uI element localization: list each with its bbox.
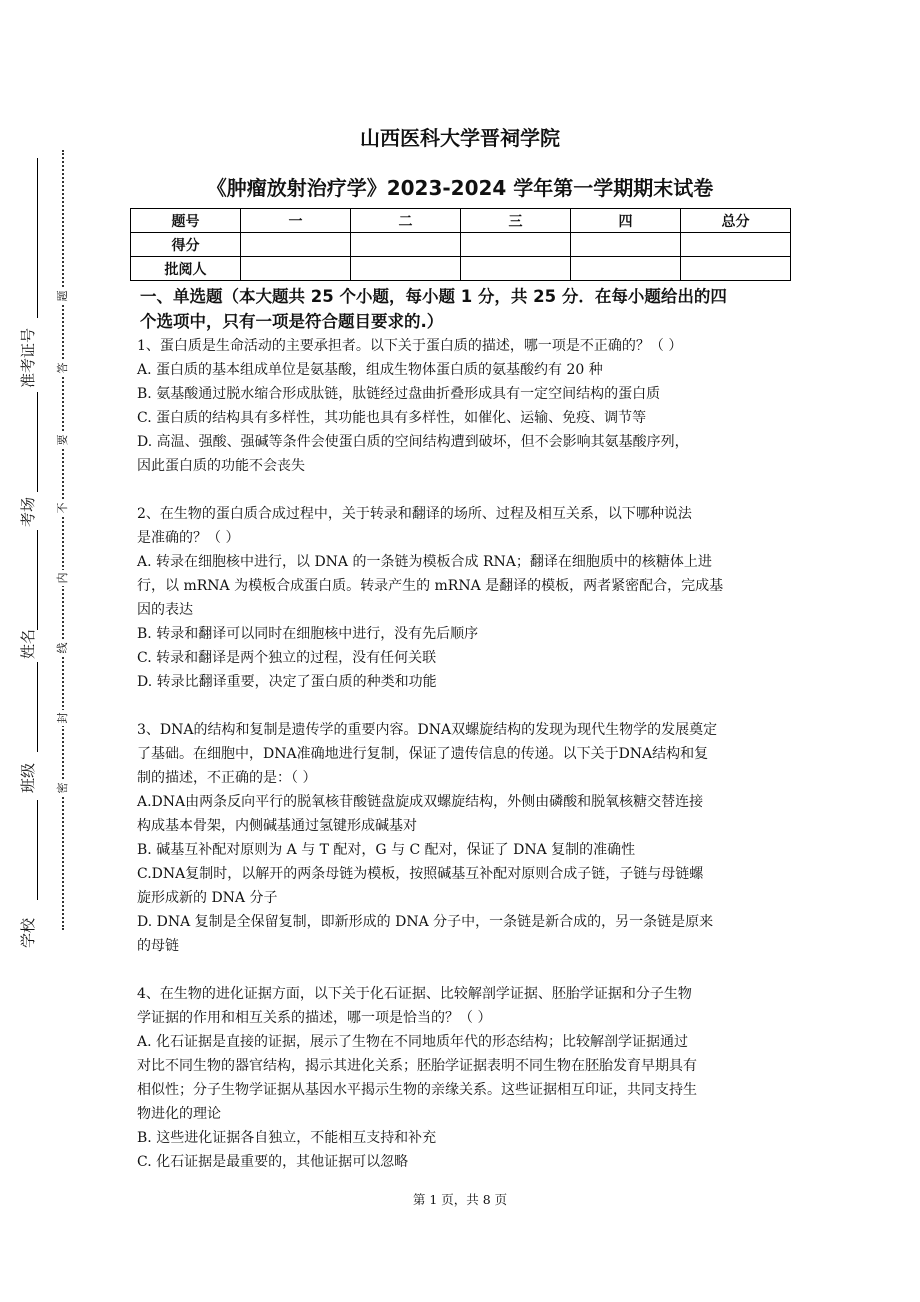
option-line: D. 高温、强酸、强碱等条件会使蛋白质的空间结构遭到破坏，但不会影响其氨基酸序列， [137, 434, 689, 450]
score-col-header: 二 [351, 209, 461, 233]
option-line: 的母链 [137, 938, 179, 954]
field-school-label: 学校 [19, 917, 38, 949]
section-title [140, 284, 792, 334]
question-stem-line: 2、在生物的蛋白质合成过程中，关于转录和翻译的场所、过程及相互关系，以下哪种说法 [137, 506, 692, 522]
score-cell [461, 233, 571, 257]
seal-char: 线 [55, 640, 71, 656]
option-line: A. 化石证据是直接的证据，展示了生物在不同地质年代的形态结构；比较解剖学证据通过 [137, 1034, 689, 1050]
field-line [37, 800, 38, 900]
seal-char: 封 [55, 710, 71, 726]
seal-char: 题 [55, 288, 71, 304]
option-line: 行，以 mRNA 为模板合成蛋白质。转录产生的 mRNA 是翻译的模板，两者紧密配合，完成基 [137, 578, 724, 594]
option-line: B. 氨基酸通过脱水缩合形成肽链，肽链经过盘曲折叠形成具有一定空间结构的蛋白质 [137, 386, 661, 402]
option-line: 相似性；分子生物学证据从基因水平揭示生物的亲缘关系。这些证据相互印证，共同支持生 [137, 1082, 697, 1098]
seal-char: 内 [55, 570, 71, 586]
score-col-header: 题号 [131, 209, 241, 233]
question [137, 718, 792, 958]
exam-content [137, 284, 792, 1174]
school-title: 山西医科大学晋祠学院 [360, 126, 560, 150]
score-row-label: 得分 [131, 233, 241, 257]
option-line: C. 化石证据是最重要的，其他证据可以忽略 [137, 1154, 409, 1170]
field-line [37, 530, 38, 630]
seal-char: 答 [55, 360, 71, 376]
option-line: C.DNA复制时，以解开的两条母链为模板，按照碱基互补配对原则合成子链，子链与母链螺 [137, 866, 704, 882]
score-cell [571, 233, 681, 257]
question [137, 502, 792, 694]
option-line: B. 这些进化证据各自独立，不能相互支持和补充 [137, 1130, 437, 1146]
option-line: D. DNA 复制是全保留复制，即新形成的 DNA 分子中，一条链是新合成的，另一条链是原来 [137, 914, 714, 930]
option-line: C. 蛋白质的结构具有多样性，其功能也具有多样性，如催化、运输、免疫、调节等 [137, 410, 647, 426]
score-cell [461, 257, 571, 281]
seal-char: 不 [55, 500, 71, 516]
question-stem-line: 学证据的作用和相互关系的描述，哪一项是恰当的？（ ） [137, 1010, 492, 1026]
question-stem-line: 了基础。在细胞中，DNA准确地进行复制，保证了遗传信息的传递。以下关于DNA结构和复 [137, 746, 709, 762]
option-line: 物进化的理论 [137, 1106, 221, 1122]
question-gap [137, 694, 792, 718]
option-line: A.DNA由两条反向平行的脱氧核苷酸链盘旋成双螺旋结构，外侧由磷酸和脱氧核糖交替连接 [137, 794, 704, 810]
score-cell [241, 233, 351, 257]
field-name-label: 姓名 [19, 628, 38, 660]
score-col-header: 一 [241, 209, 351, 233]
seal-char: 要 [55, 432, 71, 448]
question-gap [137, 478, 792, 502]
score-col-header: 总分 [681, 209, 791, 233]
question [137, 334, 792, 478]
option-line: 因的表达 [137, 602, 193, 618]
question-stem-line: 是准确的？（ ） [137, 530, 240, 546]
option-line: 因此蛋白质的功能不会丧失 [137, 458, 305, 474]
option-line: A. 转录在细胞核中进行，以 DNA 的一条链为模板合成 RNA；翻译在细胞质中的核糖体上进 [137, 554, 712, 570]
score-col-header: 三 [461, 209, 571, 233]
question [137, 982, 792, 1174]
field-class-label: 班级 [19, 762, 38, 794]
exam-title: 《肿瘤放射治疗学》2023-2024 学年第一学期期末试卷 [206, 176, 714, 200]
option-line: B. 碱基互补配对原则为 A 与 T 配对，G 与 C 配对，保证了 DNA 复制的准确性 [137, 842, 636, 858]
score-cell [681, 257, 791, 281]
field-room-label: 考场 [19, 496, 38, 528]
section-title-line: 个选项中，只有一项是符合题目要求的.） [140, 312, 444, 331]
section-title-line: 一、单选题（本大题共 25 个小题，每小题 1 分，共 25 分．在每小题给出的四 [140, 287, 727, 306]
seal-line [62, 150, 64, 930]
page-footer: 第 1 页，共 8 页 [412, 1192, 508, 1207]
field-exam-id-label: 准考证号 [19, 327, 38, 389]
score-cell [351, 257, 461, 281]
score-cell [241, 257, 351, 281]
option-line: 旋形成新的 DNA 分子 [137, 890, 278, 906]
field-line [37, 392, 38, 492]
score-row [131, 257, 791, 281]
score-cell [571, 257, 681, 281]
option-line: 构成基本骨架，内侧碱基通过氢键形成碱基对 [137, 818, 417, 834]
field-line [37, 662, 38, 752]
question-gap [137, 958, 792, 982]
option-line: A. 蛋白质的基本组成单位是氨基酸，组成生物体蛋白质的氨基酸约有 20 种 [137, 362, 603, 378]
score-table-header-row [131, 209, 791, 233]
score-col-header: 四 [571, 209, 681, 233]
option-line: D. 转录比翻译重要，决定了蛋白质的种类和功能 [137, 674, 437, 690]
score-table [130, 208, 791, 281]
option-line: C. 转录和翻译是两个独立的过程，没有任何关联 [137, 650, 437, 666]
question-stem-line: 1、蛋白质是生命活动的主要承担者。以下关于蛋白质的描述，哪一项是不正确的？（ ） [137, 338, 683, 354]
seal-char: 密 [55, 780, 71, 796]
question-stem-line: 制的描述，不正确的是：（ ） [137, 770, 317, 786]
score-cell [351, 233, 461, 257]
score-cell [681, 233, 791, 257]
score-row [131, 233, 791, 257]
option-line: B. 转录和翻译可以同时在细胞核中进行，没有先后顺序 [137, 626, 479, 642]
question-stem-line: 3、DNA的结构和复制是遗传学的重要内容。DNA双螺旋结构的发现为现代生物学的发展奠定 [137, 722, 718, 738]
question-list [137, 334, 792, 1174]
score-row-label: 批阅人 [131, 257, 241, 281]
question-stem-line: 4、在生物的进化证据方面，以下关于化石证据、比较解剖学证据、胚胎学证据和分子生物 [137, 986, 692, 1002]
option-line: 对比不同生物的器官结构，揭示其进化关系；胚胎学证据表明不同生物在胚胎发育早期具有 [137, 1058, 697, 1074]
